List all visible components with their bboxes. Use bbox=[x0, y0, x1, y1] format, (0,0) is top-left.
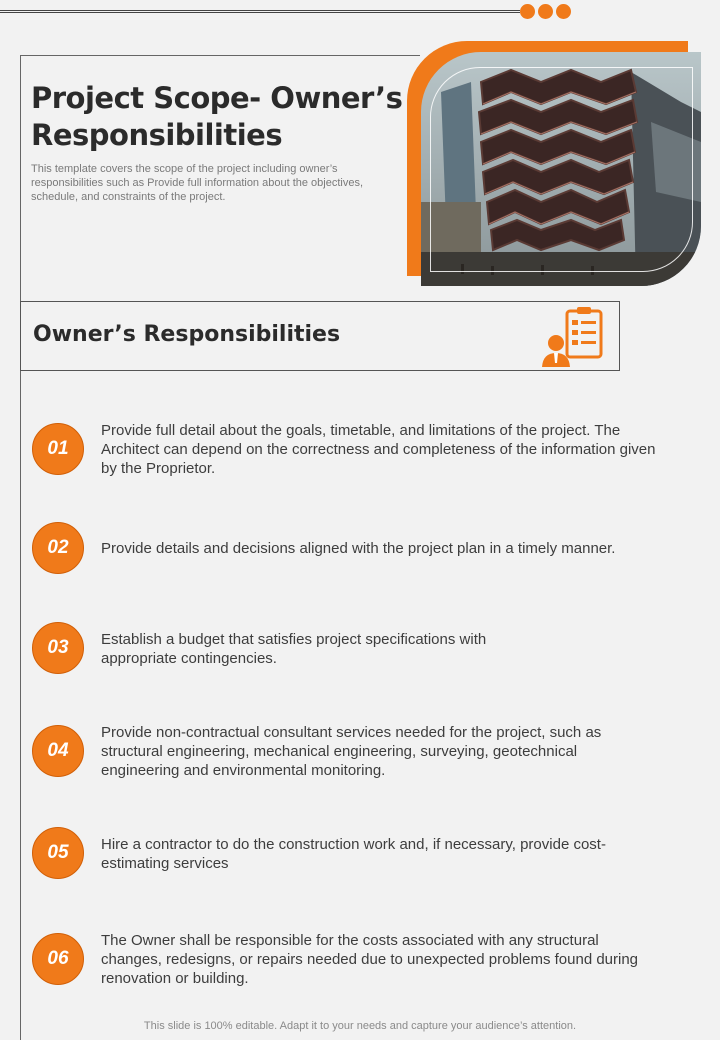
item-text: Provide details and decisions aligned with the project plan in a timely manner. bbox=[101, 540, 616, 557]
item-text: Provide non-contractual consultant services needed for the project, such as structural engineering, mechanical engineering, surveying, geotechnical engineering and environmental monitoring. bbox=[101, 724, 602, 779]
dot bbox=[556, 4, 571, 19]
item-number-badge: 06 bbox=[32, 933, 84, 985]
item-number-badge: 05 bbox=[32, 827, 84, 879]
dot bbox=[520, 4, 535, 19]
footer-note: This slide is 100% editable. Adapt it to your needs and capture your audience’s attention. bbox=[143, 1020, 577, 1032]
decorative-dots bbox=[520, 4, 571, 19]
checklist-person-icon bbox=[541, 305, 605, 372]
item-number-badge: 03 bbox=[32, 622, 84, 674]
building-photo bbox=[421, 52, 701, 286]
dot bbox=[538, 4, 553, 19]
top-rule bbox=[0, 10, 520, 13]
item-number-badge: 02 bbox=[32, 522, 84, 574]
item-text: The Owner shall be responsible for the costs associated with any structural changes, redesigns, or repairs needed due to unexpected problems found during renovation or building. bbox=[101, 932, 639, 987]
section-header bbox=[20, 301, 620, 371]
left-rule bbox=[20, 300, 21, 1040]
page-title: Project Scope- Owner’s Responsibilities bbox=[31, 81, 403, 152]
item-text: Hire a contractor to do the construction work and, if necessary, provide cost-estimating services bbox=[101, 836, 606, 872]
section-title: Owner’s Responsibilities bbox=[33, 322, 341, 347]
item-text: Establish a budget that satisfies project specifications with appropriate contingencies. bbox=[101, 631, 487, 667]
item-number-badge: 01 bbox=[32, 423, 84, 475]
item-text: Provide full detail about the goals, timetable, and limitations of the project. The Architect can depend on the correctness and completeness of the information given by the Proprietor. bbox=[101, 422, 656, 477]
intro-text: This template covers the scope of the project including owner’s responsibilities such as Provide full information about the objectives, schedule, and constraints of the project. bbox=[31, 163, 364, 203]
item-number-badge: 04 bbox=[32, 725, 84, 777]
